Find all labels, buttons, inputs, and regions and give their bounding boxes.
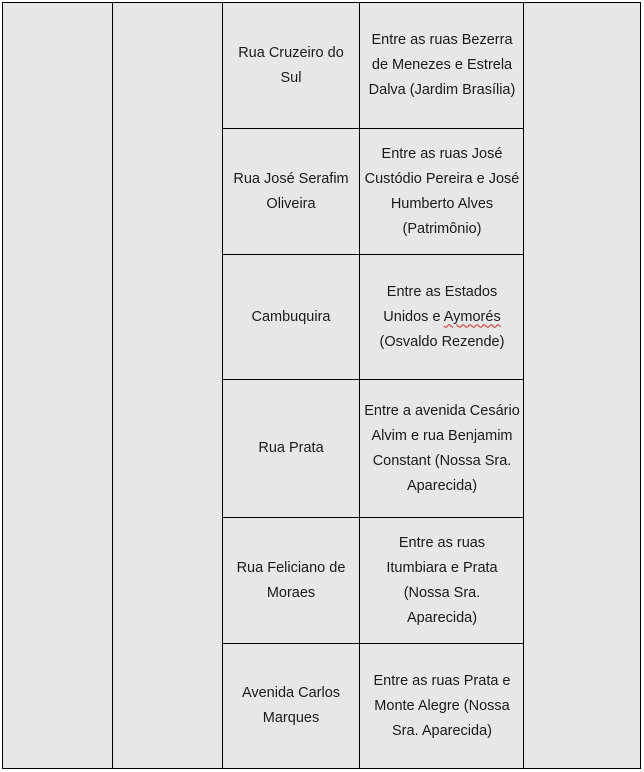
street-name: Rua Feliciano de Moraes — [236, 559, 346, 601]
street-cell — [223, 255, 359, 379]
description-cell — [360, 3, 524, 128]
street-cell — [223, 380, 359, 517]
description-cell — [360, 129, 524, 254]
street-description: Entre a avenida Cesário Alvim e rua Benjamim Constant (Nossa Sra. Aparecida) — [364, 402, 520, 494]
street-table — [2, 2, 641, 769]
description-cell — [360, 518, 524, 643]
description-cell — [360, 644, 524, 768]
street-description: Entre as ruas José Custódio Pereira e José Humberto Alves (Patrimônio) — [364, 145, 520, 237]
street-name: Rua José Serafim Oliveira — [233, 170, 349, 212]
column-divider — [112, 3, 113, 768]
description-cell — [360, 255, 524, 379]
street-description: Entre as ruas Bezerra de Menezes e Estrela Dalva (Jardim Brasília) — [368, 32, 516, 98]
description-cell — [360, 380, 524, 517]
street-description: Entre as ruas Prata e Monte Alegre (Nossa Sra. Aparecida) — [373, 672, 511, 739]
street-cell — [223, 644, 359, 768]
street-description: Entre as Estados Unidos e Aymorés (Osvaldo Rezende) — [379, 283, 505, 350]
spellcheck-word: Aymorés — [443, 308, 501, 325]
street-cell — [223, 3, 359, 128]
street-cell — [223, 518, 359, 643]
street-name: Rua Cruzeiro do Sul — [238, 44, 344, 86]
street-name: Cambuquira — [251, 308, 331, 325]
street-description: Entre as ruas Itumbiara e Prata (Nossa Sra. Aparecida) — [386, 534, 498, 626]
street-cell — [223, 129, 359, 254]
street-name: Rua Prata — [258, 440, 324, 456]
street-name: Avenida Carlos Marques — [241, 685, 341, 726]
